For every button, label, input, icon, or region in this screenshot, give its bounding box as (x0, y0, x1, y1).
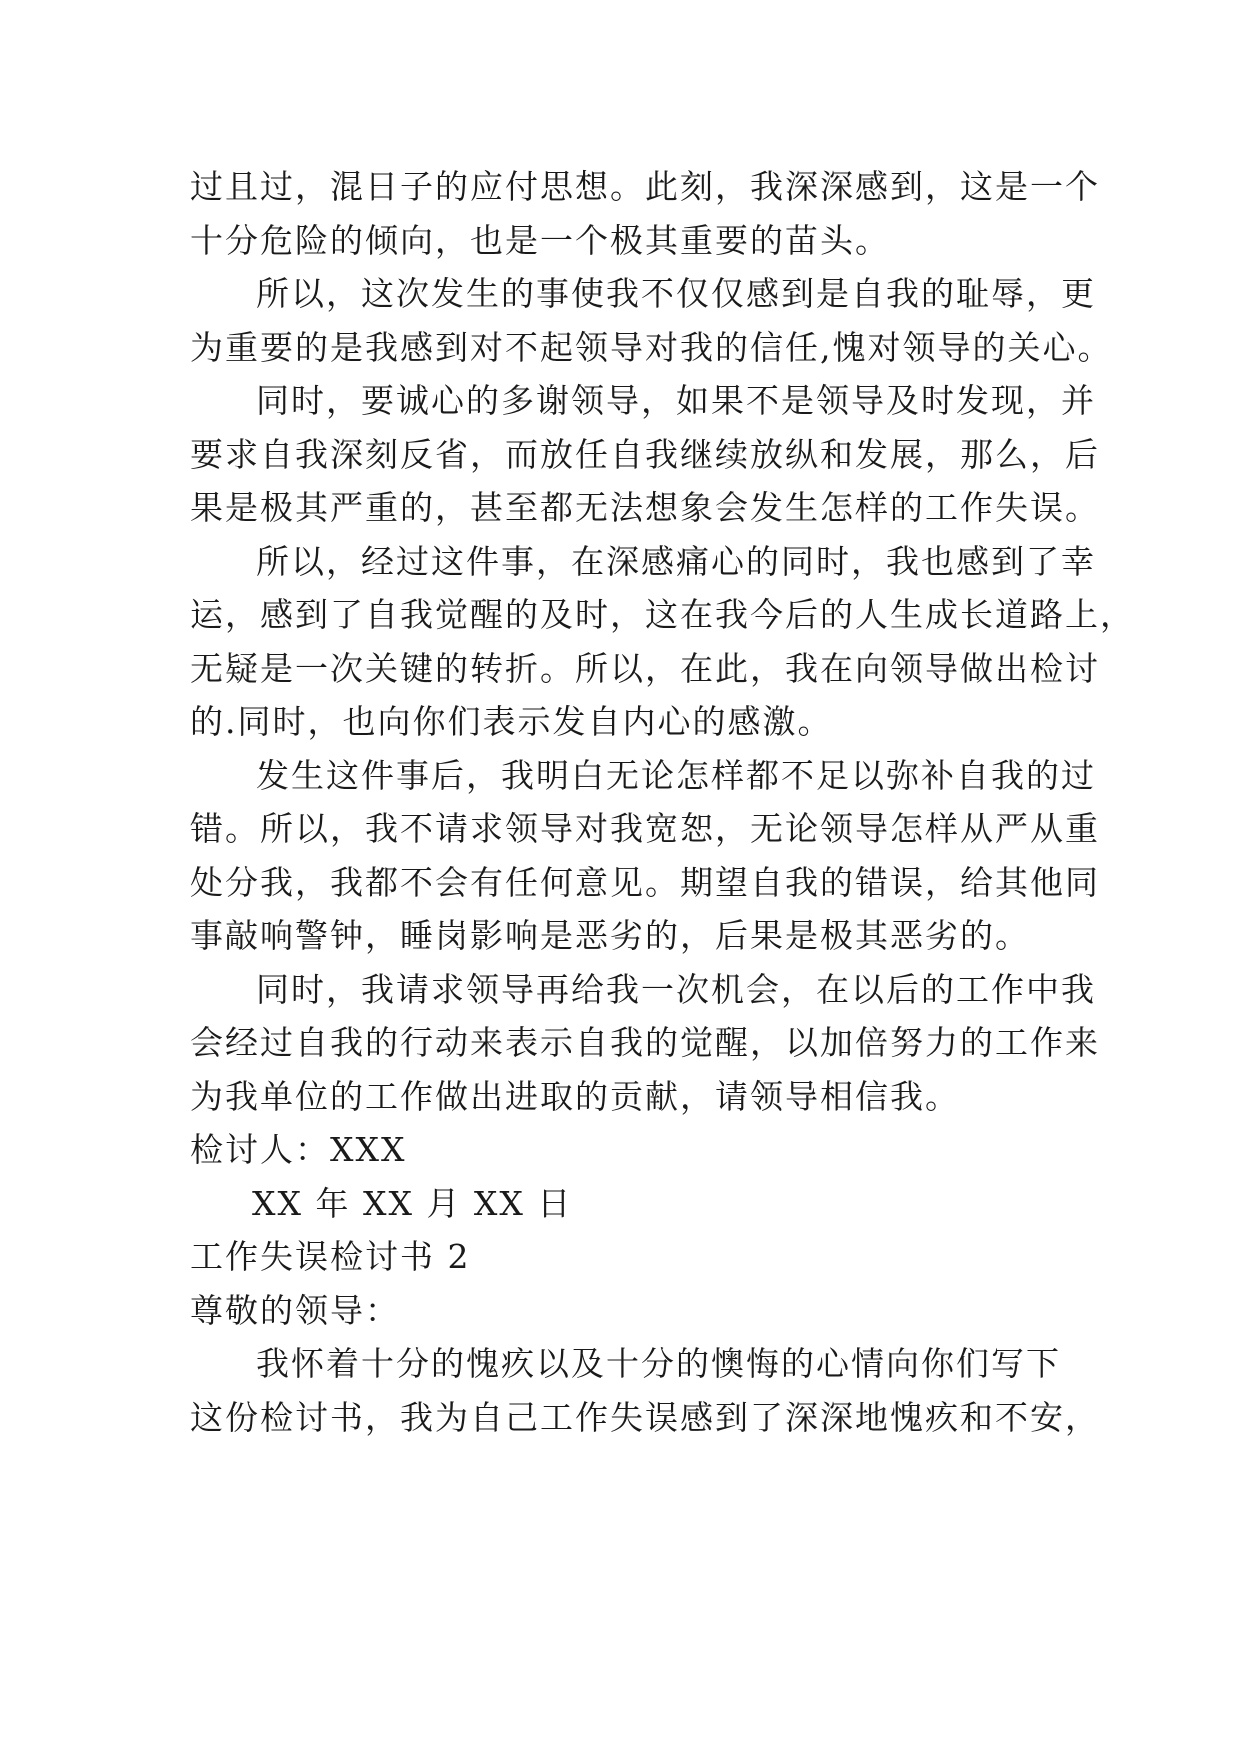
paragraph-line: 所以，这次发生的事使我不仅仅感到是自我的耻辱，更 (256, 274, 1096, 313)
paragraph-line: 事敲响警钟，睡岗影响是恶劣的，后果是极其恶劣的。 (190, 916, 1030, 955)
date-line: XX 年 XX 月 XX 日 (252, 1183, 573, 1223)
signature-line: 检讨人：XXX (190, 1130, 407, 1169)
paragraph-line: 十分危险的倾向，也是一个极其重要的苗头。 (190, 220, 890, 260)
paragraph-line: 同时，要诚心的多谢领导，如果不是领导及时发现，并 (256, 381, 1096, 420)
paragraph-line: 会经过自我的行动来表示自我的觉醒，以加倍努力的工作来 (190, 1023, 1100, 1062)
paragraph-line: 运，感到了自我觉醒的及时，这在我今后的人生成长道路上， (190, 595, 1135, 634)
paragraph-line: 要求自我深刻反省，而放任自我继续放纵和发展，那么，后 (190, 434, 1100, 474)
salutation: 尊敬的领导： (190, 1290, 400, 1330)
paragraph-line: 果是极其严重的，甚至都无法想象会发生怎样的工作失误。 (190, 488, 1100, 527)
paragraph-line: 这份检讨书，我为自己工作失误感到了深深地愧疚和不安， (190, 1397, 1100, 1437)
paragraph-line: 为我单位的工作做出进取的贡献，请领导相信我。 (190, 1076, 960, 1116)
document-body (190, 160, 1135, 1444)
paragraph-line: 的.同时，也向你们表示发自内心的感激。 (190, 702, 833, 741)
paragraph-line: 无疑是一次关键的转折。所以，在此，我在向领导做出检讨 (190, 648, 1100, 688)
paragraph-line: 同时，我请求领导再给我一次机会，在以后的工作中我 (256, 969, 1096, 1009)
paragraph-line: 为重要的是我感到对不起领导对我的信任,愧对领导的关心。 (190, 327, 1113, 367)
paragraph-line: 处分我，我都不会有任何意见。期望自我的错误，给其他同 (190, 862, 1100, 902)
paragraph-line: 错。所以，我不请求领导对我宽恕，无论领导怎样从严从重 (190, 809, 1100, 848)
paragraph-line: 所以，经过这件事，在深感痛心的同时，我也感到了幸 (256, 541, 1096, 581)
paragraph-line: 我怀着十分的愧疚以及十分的懊悔的心情向你们写下 (256, 1344, 1061, 1383)
paragraph-line: 发生这件事后，我明白无论怎样都不足以弥补自我的过 (256, 755, 1096, 795)
section-title: 工作失误检讨书 2 (190, 1237, 471, 1276)
paragraph-line: 过且过，混日子的应付思想。此刻，我深深感到，这是一个 (190, 167, 1100, 206)
